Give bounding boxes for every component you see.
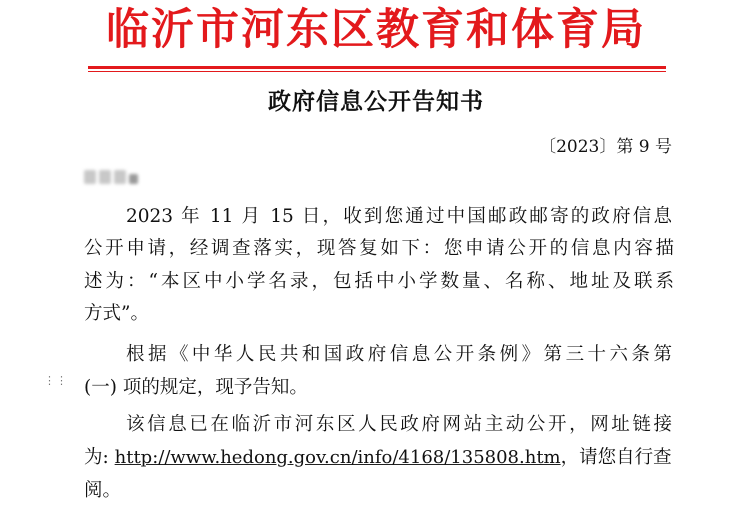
- paragraph-line: 公开申请，经调查落实，现答复如下：您申请公开的信息内容描: [84, 238, 674, 259]
- paragraph-line: 根据《中华人民共和国政府信息公开条例》第三十六条第: [126, 344, 672, 365]
- paragraph-line: 述为：“本区中小学名录，包括中小学数量、名称、地址及联系: [84, 271, 674, 292]
- redacted-recipient: [84, 170, 138, 184]
- document-title: 政府信息公开告知书: [268, 88, 484, 115]
- paragraph-line: 阅。: [84, 480, 122, 501]
- paragraph-line: (一) 项的规定，现予告知。: [84, 377, 308, 398]
- url-prefix: 为:: [84, 447, 115, 468]
- redaction-block: [84, 170, 96, 184]
- redaction-block: [129, 174, 138, 184]
- redaction-block: [99, 170, 111, 184]
- drag-handle-icon[interactable]: ⋮⋮: [44, 374, 68, 387]
- agency-header: 临沂市河东区教育和体育局: [106, 5, 646, 55]
- info-url-link[interactable]: http://www.hedong.gov.cn/info/4168/135808.htm: [114, 447, 561, 468]
- paragraph-line: 方式”。: [84, 303, 149, 324]
- paragraph-line-with-link: [84, 445, 672, 471]
- header-rule-thick: [88, 66, 666, 69]
- paragraph-line: 该信息已在临沂市河东区人民政府网站主动公开，网址链接: [126, 414, 672, 435]
- document-number: 〔2023〕第 9 号: [539, 137, 672, 157]
- paragraph-line: 2023 年 11 月 15 日，收到您通过中国邮政邮寄的政府信息: [126, 206, 672, 227]
- url-suffix: ，请您自行查: [560, 447, 672, 468]
- header-rule-thin: [88, 71, 666, 72]
- redaction-block: [114, 170, 126, 184]
